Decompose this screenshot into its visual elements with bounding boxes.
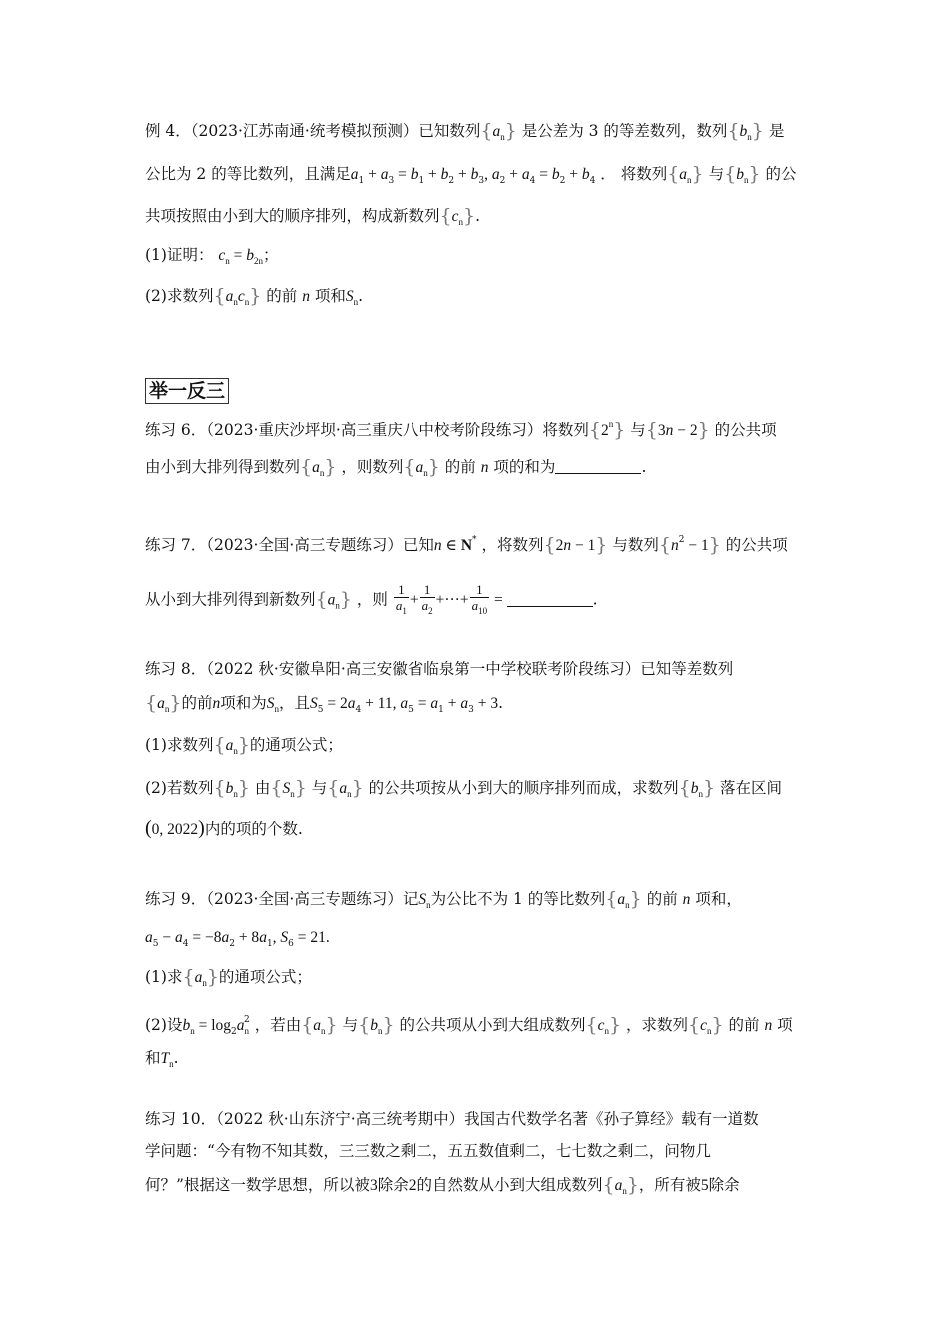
exercise-9-line-2: $a_5 - a_4 = -8a_2 + 8a_1$, $S_6 = 21$.	[145, 929, 330, 949]
example-4-line-2: 公比为 2 的等比数列，且满足$a_1 + a_3 = b_1 + b_2 + b_3$, $a_2 + a_4 = b_2 + b_4$ ． 将数列$\{a_n\}$ 与$\{b_n\}$ 的公	[145, 163, 797, 186]
exercise-10-line-1: 练习 10．（2022 秋·山东济宁·高三统考期中）我国古代数学名著《孙子算经》载有一道数	[145, 1110, 759, 1128]
exercise-8-part-2-cont: (0, 2022)内的项的个数.	[145, 817, 303, 839]
exercise-10-line-3: 何？”根据这一数学思想，所以被3除余2的自然数从小到大组成数列$\{a_n\}$，所有被5除余	[145, 1174, 740, 1196]
exercise-9-part-2-cont: 和$T_n$.	[145, 1049, 179, 1069]
exercise-8-part-2: (2)若数列$\{b_n\}$ 由$\{S_n\}$ 与$\{a_n\}$ 的公共项按从小到大的顺序排列而成，求数列$\{b_n\}$ 落在区间	[145, 777, 783, 799]
exercise-7-line-1: 练习 7．（2023·全国·高三专题练习）已知n ∈ N* ，将数列{2n − 1} 与数列$\{n^2 - 1\}$ 的公共项	[145, 534, 788, 556]
exercise-7-line-2: 从小到大排列得到新数列$\{a_n\}$ ，则 $\frac{1}{a_1}$ + $\frac{1}{a_2}$ +···+ $\frac{1}{a_{10}}$ = .	[145, 582, 598, 616]
exercise-9-part-1: (1)求$\{a_n\}$的通项公式；	[145, 966, 312, 988]
example-4-line-3: 共项按照由小到大的顺序排列，构成新数列$\{c_n\}$.	[145, 205, 481, 227]
exercise-8-line-2: $\{a_n\}$的前n项和为$S_n$，且$S_5 = 2a_4 + 11$, $a_5 = a_1 + a_3 + 3$.	[145, 692, 504, 715]
answer-blank[interactable]	[507, 592, 593, 607]
exercise-9-line-1: 练习 9．（2023·全国·高三专题练习）记$S_n$为公比不为 1 的等比数列$\{a_n\}$ 的前 n 项和，	[145, 888, 742, 910]
exercise-9-part-2: (2)设$b_n = \log_2a_n^2$ ，若由$\{a_n\}$ 与$\{b_n\}$ 的公共项从小到大组成数列$\{c_n\}$ ，求数列$\{c_n\}$ 的前 n 项	[145, 1014, 793, 1037]
example-4-part-1: (1)证明： $c_n = b_{2n}$；	[145, 246, 279, 266]
exercise-8-line-1: 练习 8．（2022 秋·安徽阜阳·高三安徽省临泉第一中学校联考阶段练习）已知等差数列	[145, 660, 734, 678]
exercise-8-part-1: (1)求数列$\{a_n\}$的通项公式；	[145, 734, 343, 756]
example-4-part-2: (2)求数列$\{a_nc_n\}$ 的前 n 项和$S_n$.	[145, 285, 364, 307]
exercise-6-line-1: 练习 6．（2023·重庆沙坪坝·高三重庆八中校考阶段练习）将数列{2$^n$} 与{3n − 2} 的公共项	[145, 419, 777, 441]
exercise-6-line-2: 由小到大排列得到数列$\{a_n\}$ ，则数列$\{a_n\}$ 的前 n 项的和为 .	[145, 456, 647, 478]
example-4-line-1: 例 4．（2023·江苏南通·统考模拟预测）已知数列$\{a_n\}$ 是公差为 3 的等差数列，数列$\{b_n\}$ 是	[145, 120, 785, 142]
answer-blank[interactable]	[555, 459, 641, 474]
exercise-10-line-2: 学问题：“今有物不知其数，三三数之剩二，五五数值剩二，七七数之剩二，问物几	[145, 1142, 711, 1160]
section-tag: 举一反三	[145, 378, 229, 404]
